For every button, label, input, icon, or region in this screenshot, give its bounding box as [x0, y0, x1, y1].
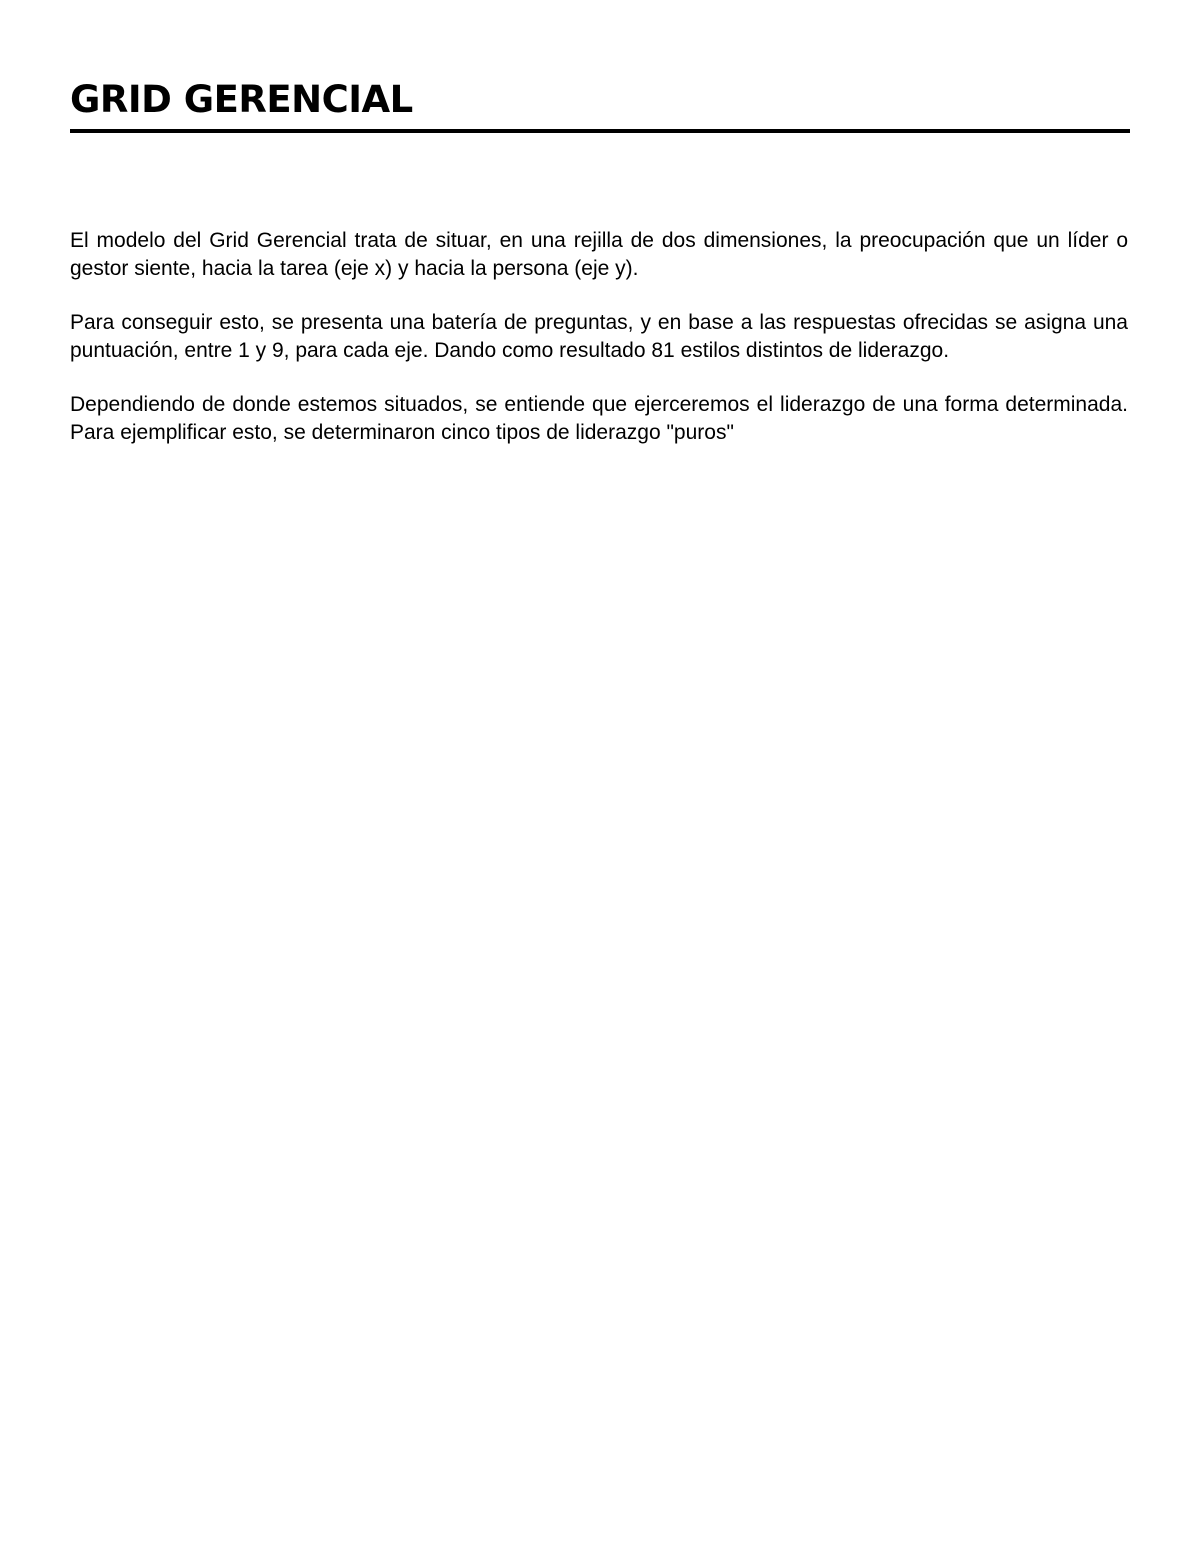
document-body: [70, 227, 1128, 473]
paragraph-grid-model: El modelo del Grid Gerencial trata de situar, en una rejilla de dos dimensiones, la preocupación que un líder o gestor siente, hacia la tarea (eje x) y hacia la persona (eje y).: [70, 229, 1128, 280]
paragraph-leadership-types: Dependiendo de donde estemos situados, se entiende que ejerceremos el liderazgo de una forma determinada. Para ejemplificar esto, se determinaron cinco tipos de liderazgo "puros": [70, 393, 1128, 444]
document-page: [70, 0, 1130, 1553]
paragraph-questionnaire: Para conseguir esto, se presenta una batería de preguntas, y en base a las respuestas ofrecidas se asigna una puntuación, entre 1 y 9, para cada eje. Dando como resultado 81 estilos distintos de liderazgo.: [70, 311, 1128, 362]
title-underline-rule: [70, 129, 1130, 133]
document-title: GRID GERENCIAL: [70, 78, 413, 121]
